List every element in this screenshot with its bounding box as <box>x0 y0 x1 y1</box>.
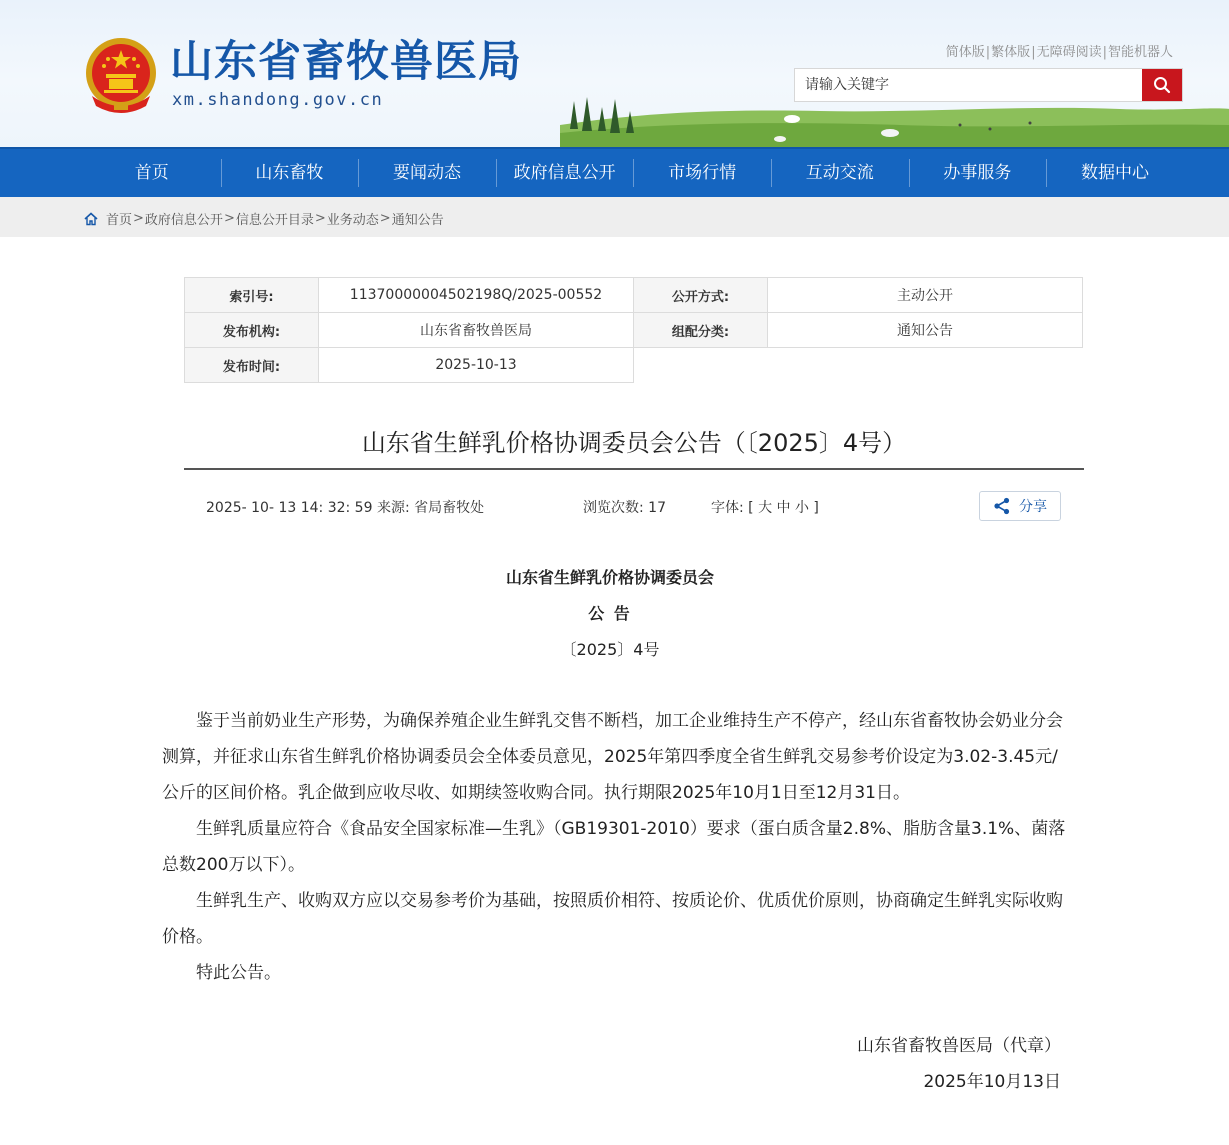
publisher-value: 山东省畜牧兽医局 <box>319 313 634 348</box>
search-icon <box>1153 76 1171 94</box>
document-number: 〔2025〕4号 <box>560 640 660 659</box>
search-input[interactable] <box>795 69 1143 101</box>
table-row <box>185 278 1083 313</box>
nav-item-gov-info[interactable]: 政府信息公开 <box>496 149 634 197</box>
paragraph: 鉴于当前奶业生产形势，为确保养殖企业生鲜乳交售不断档，加工企业维持生产不停产，经山东省畜牧协会奶业分会测算，并征求山东省生鲜乳价格协调委员会全体委员意见，2025年第四季度全省生鲜乳交易参考价设定为3.02-3.45元/公斤的区间价格。乳企做到应收尽收、如期续签收购合同。执行期限2025年10月1日至12月31日。 <box>162 711 1063 803</box>
paragraph: 生鲜乳生产、收购双方应以交易参考价为基础，按照质价相符、按质论价、优质优价原则，协商确定生鲜乳实际收购价格。 <box>162 891 1063 947</box>
accessibility-link[interactable]: 无障碍阅读 <box>1036 45 1102 60</box>
index-label: 索引号: <box>185 278 319 313</box>
signature: 山东省畜牧兽医局（代章） <box>857 1036 1061 1056</box>
traditional-link[interactable]: 繁体版 <box>991 45 1031 60</box>
empty-cell <box>634 348 768 383</box>
breadcrumb <box>84 209 444 228</box>
category-value: 通知公告 <box>768 313 1083 348</box>
table-row <box>185 348 1083 383</box>
metadata-table <box>184 277 1083 383</box>
paragraph: 生鲜乳质量应符合《食品安全国家标准—生乳》（GB19301-2010）要求（蛋白质含量2.8%、脂肪含量3.1%、菌落总数200万以下）。 <box>162 819 1066 875</box>
date-label: 发布时间: <box>185 348 319 383</box>
breadcrumb-catalog[interactable]: 信息公开目录 <box>235 213 314 228</box>
article-datetime-source: 2025- 10- 13 14: 32: 59 来源: 省局畜牧处 <box>206 500 485 516</box>
share-icon <box>993 497 1011 515</box>
separator: | <box>1102 45 1107 60</box>
paragraph: 特此公告。 <box>196 963 281 983</box>
notice-heading: 公 告 <box>588 604 632 623</box>
title-divider <box>184 468 1084 470</box>
nav-item-news[interactable]: 要闻动态 <box>358 149 496 197</box>
article-title: 山东省生鲜乳价格协调委员会公告（〔2025〕4号） <box>361 429 907 457</box>
signature-block <box>857 1028 1061 1100</box>
share-label: 分享 <box>1019 499 1047 515</box>
grassland-banner <box>560 95 1229 147</box>
top-links <box>946 41 1173 60</box>
publisher-label: 发布机构: <box>185 313 319 348</box>
nav-item-shandong-livestock[interactable]: 山东畜牧 <box>221 149 359 197</box>
empty-cell <box>768 348 1083 383</box>
article-content <box>162 703 1067 991</box>
view-count: 浏览次数: 17 <box>583 500 666 516</box>
breadcrumb-business[interactable]: 业务动态 <box>326 213 379 228</box>
breadcrumb-separator: > <box>379 211 391 226</box>
index-value: 11370000004502198Q/2025-00552 <box>319 278 634 313</box>
breadcrumb-separator: > <box>133 211 144 226</box>
home-icon <box>84 212 98 226</box>
committee-name: 山东省生鲜乳价格协调委员会 <box>505 568 714 587</box>
breadcrumb-gov-info[interactable]: 政府信息公开 <box>144 213 223 228</box>
breadcrumb-separator: > <box>223 211 235 226</box>
robot-link[interactable]: 智能机器人 <box>1107 45 1173 60</box>
sign-date: 2025年10月13日 <box>923 1072 1061 1092</box>
nav-item-services[interactable]: 办事服务 <box>909 149 1047 197</box>
breadcrumb-notices[interactable]: 通知公告 <box>391 213 444 228</box>
search-button[interactable] <box>1142 69 1182 101</box>
share-button[interactable] <box>979 491 1061 521</box>
breadcrumb-separator: > <box>314 211 326 226</box>
site-header <box>0 0 1229 147</box>
disclosure-label: 公开方式: <box>634 278 768 313</box>
category-label: 组配分类: <box>634 313 768 348</box>
search-box <box>794 68 1183 102</box>
nav-item-data-center[interactable]: 数据中心 <box>1046 149 1184 197</box>
site-title: 山东省畜牧兽医局 <box>170 37 522 87</box>
national-emblem-icon <box>84 36 158 114</box>
table-row <box>185 313 1083 348</box>
nav-item-market[interactable]: 市场行情 <box>633 149 771 197</box>
disclosure-value: 主动公开 <box>768 278 1083 313</box>
nav-item-home[interactable]: 首页 <box>134 163 169 183</box>
main-nav <box>0 147 1229 197</box>
separator: | <box>1031 45 1036 60</box>
simplified-link[interactable]: 简体版 <box>945 45 985 60</box>
breadcrumb-bar <box>0 197 1229 237</box>
breadcrumb-home[interactable]: 首页 <box>106 213 133 228</box>
date-value: 2025-10-13 <box>319 348 634 383</box>
font-size-selector[interactable]: 字体: [ 大 中 小 ] <box>711 500 819 516</box>
separator: | <box>985 45 991 60</box>
nav-item-interaction[interactable]: 互动交流 <box>771 149 909 197</box>
site-domain: xm.shandong.gov.cn <box>172 90 384 110</box>
